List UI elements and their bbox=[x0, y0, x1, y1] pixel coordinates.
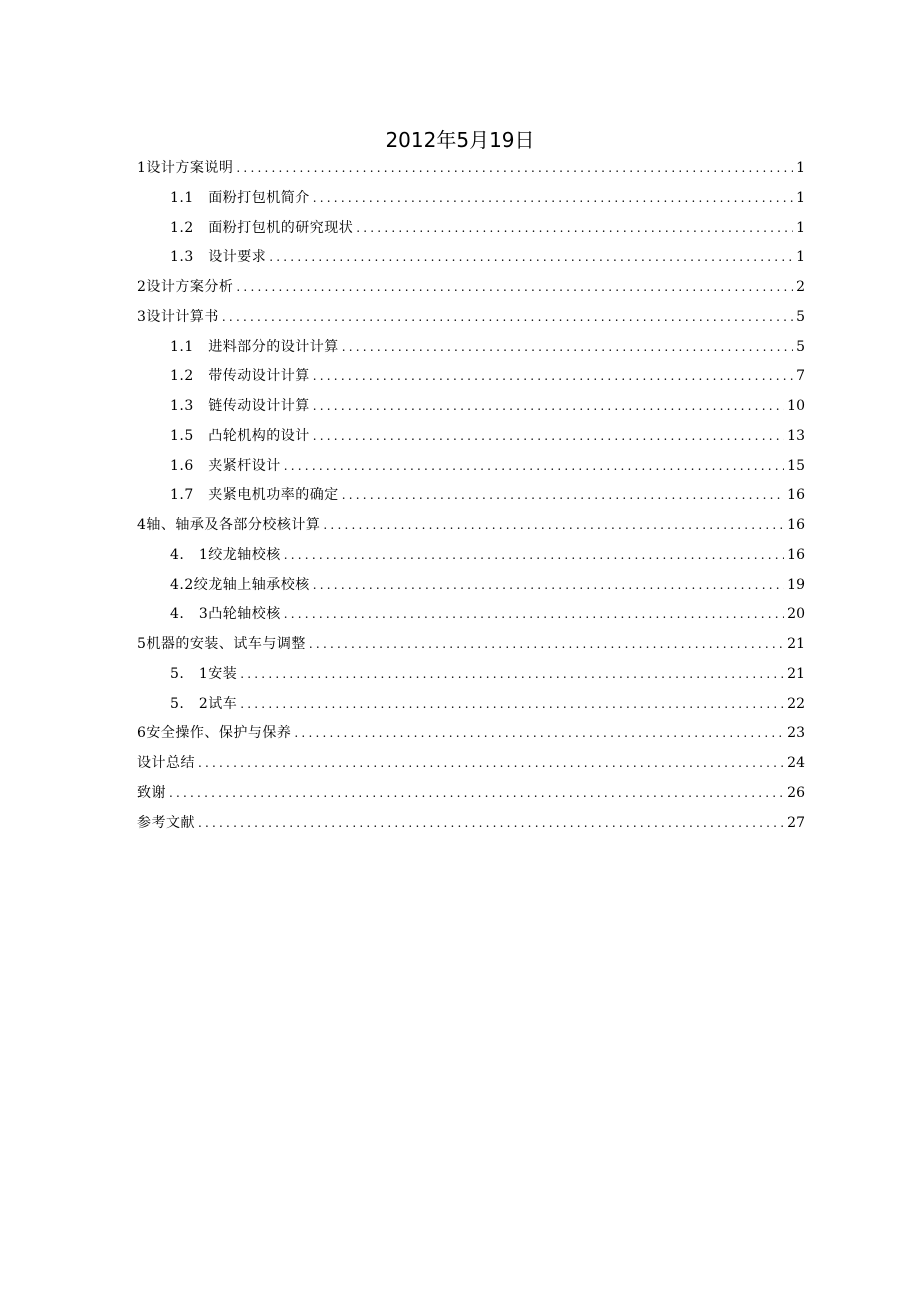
table-of-contents bbox=[137, 154, 805, 838]
toc-entry-page-number: 21 bbox=[787, 636, 805, 652]
toc-entry-title: 1.3 设计要求 bbox=[170, 249, 267, 266]
toc-entry-page-number: 23 bbox=[787, 725, 805, 742]
toc-leader-dots bbox=[294, 719, 784, 749]
toc-entry-title: 1.6 夹紧杆设计 bbox=[170, 457, 281, 474]
toc-entry[interactable] bbox=[137, 809, 805, 839]
toc-entry-page-number: 16 bbox=[787, 487, 805, 504]
toc-entry-page-number: 24 bbox=[787, 755, 805, 771]
toc-entry[interactable] bbox=[137, 690, 805, 720]
toc-entry[interactable] bbox=[137, 481, 805, 511]
toc-leader-dots bbox=[269, 243, 793, 273]
toc-entry[interactable] bbox=[137, 571, 805, 601]
toc-leader-dots bbox=[240, 690, 784, 720]
toc-leader-dots bbox=[313, 392, 784, 422]
toc-entry-title: 4.2绞龙轴上轴承校核 bbox=[170, 576, 310, 593]
toc-leader-dots bbox=[284, 452, 784, 482]
toc-entry-page-number: 1 bbox=[796, 189, 805, 206]
toc-leader-dots bbox=[284, 600, 784, 630]
toc-entry-title: 4. 1绞龙轴校核 bbox=[170, 546, 281, 563]
toc-entry-title: 1.1 进料部分的设计计算 bbox=[170, 338, 339, 355]
toc-entry-title: 1.1 面粉打包机简介 bbox=[170, 189, 310, 206]
toc-entry-page-number: 21 bbox=[787, 665, 805, 682]
toc-entry-page-number: 16 bbox=[787, 517, 805, 533]
toc-entry[interactable] bbox=[137, 600, 805, 630]
toc-entry-title: 6安全操作、保护与保养 bbox=[137, 725, 292, 742]
toc-entry-title: 4轴、轴承及各部分校核计算 bbox=[137, 517, 321, 533]
toc-leader-dots bbox=[198, 809, 784, 839]
toc-entry[interactable] bbox=[137, 511, 805, 541]
toc-entry-title: 参考文献 bbox=[137, 814, 195, 831]
toc-entry[interactable] bbox=[137, 184, 805, 214]
toc-entry-page-number: 20 bbox=[787, 606, 805, 623]
toc-entry[interactable] bbox=[137, 779, 805, 809]
toc-entry-title: 1.2 带传动设计计算 bbox=[170, 368, 310, 385]
toc-entry-page-number: 1 bbox=[796, 249, 805, 266]
toc-leader-dots bbox=[222, 303, 793, 333]
toc-entry-page-number: 7 bbox=[796, 368, 805, 385]
toc-entry-page-number: 5 bbox=[796, 308, 805, 325]
toc-entry-title: 5机器的安装、试车与调整 bbox=[137, 636, 306, 652]
toc-entry[interactable] bbox=[137, 630, 805, 660]
toc-entry[interactable] bbox=[137, 362, 805, 392]
toc-entry[interactable] bbox=[137, 214, 805, 244]
toc-entry[interactable] bbox=[137, 452, 805, 482]
toc-leader-dots bbox=[236, 154, 793, 184]
toc-leader-dots bbox=[240, 660, 784, 690]
toc-entry-title: 1.7 夹紧电机功率的确定 bbox=[170, 487, 339, 504]
toc-entry[interactable] bbox=[137, 719, 805, 749]
toc-entry-page-number: 1 bbox=[796, 160, 805, 176]
toc-entry[interactable] bbox=[137, 660, 805, 690]
toc-entry-page-number: 27 bbox=[787, 814, 805, 831]
toc-entry-title: 1.3 链传动设计计算 bbox=[170, 398, 310, 414]
toc-leader-dots bbox=[284, 541, 784, 571]
toc-leader-dots bbox=[323, 511, 784, 541]
toc-entry[interactable] bbox=[137, 749, 805, 779]
toc-entry[interactable] bbox=[137, 333, 805, 363]
toc-leader-dots bbox=[313, 362, 793, 392]
toc-leader-dots bbox=[356, 214, 793, 244]
toc-entry-title: 致谢 bbox=[137, 784, 166, 801]
toc-entry-title: 4. 3凸轮轴校核 bbox=[170, 606, 281, 623]
toc-leader-dots bbox=[313, 422, 784, 452]
toc-entry-page-number: 26 bbox=[787, 784, 805, 801]
toc-entry-page-number: 2 bbox=[796, 279, 805, 295]
toc-entry-title: 设计总结 bbox=[137, 755, 195, 771]
toc-entry-page-number: 16 bbox=[787, 546, 805, 563]
toc-entry-title: 5. 1安装 bbox=[170, 665, 238, 682]
toc-entry-page-number: 1 bbox=[796, 219, 805, 236]
toc-entry-title: 1.5 凸轮机构的设计 bbox=[170, 427, 310, 444]
toc-entry[interactable] bbox=[137, 243, 805, 273]
toc-entry-title: 1设计方案说明 bbox=[137, 160, 234, 176]
toc-leader-dots bbox=[313, 571, 784, 601]
toc-leader-dots bbox=[342, 481, 784, 511]
toc-entry-title: 1.2 面粉打包机的研究现状 bbox=[170, 219, 354, 236]
toc-entry-page-number: 10 bbox=[787, 398, 805, 414]
toc-entry-title: 5. 2试车 bbox=[170, 695, 238, 712]
toc-leader-dots bbox=[198, 749, 784, 779]
toc-entry[interactable] bbox=[137, 541, 805, 571]
toc-leader-dots bbox=[342, 333, 793, 363]
toc-entry-page-number: 5 bbox=[796, 338, 805, 355]
toc-entry-page-number: 13 bbox=[787, 427, 805, 444]
toc-leader-dots bbox=[309, 630, 784, 660]
toc-leader-dots bbox=[169, 779, 784, 809]
date-heading: 2012年5月19日 bbox=[385, 128, 535, 152]
toc-entry-page-number: 15 bbox=[787, 457, 805, 474]
toc-leader-dots bbox=[236, 273, 793, 303]
toc-entry-title: 2设计方案分析 bbox=[137, 279, 234, 295]
toc-entry[interactable] bbox=[137, 392, 805, 422]
toc-entry-page-number: 22 bbox=[787, 695, 805, 712]
toc-leader-dots bbox=[313, 184, 793, 214]
toc-entry[interactable] bbox=[137, 273, 805, 303]
toc-entry-title: 3设计计算书 bbox=[137, 308, 219, 325]
toc-entry[interactable] bbox=[137, 154, 805, 184]
toc-entry[interactable] bbox=[137, 422, 805, 452]
toc-entry-page-number: 19 bbox=[787, 576, 805, 593]
toc-entry[interactable] bbox=[137, 303, 805, 333]
